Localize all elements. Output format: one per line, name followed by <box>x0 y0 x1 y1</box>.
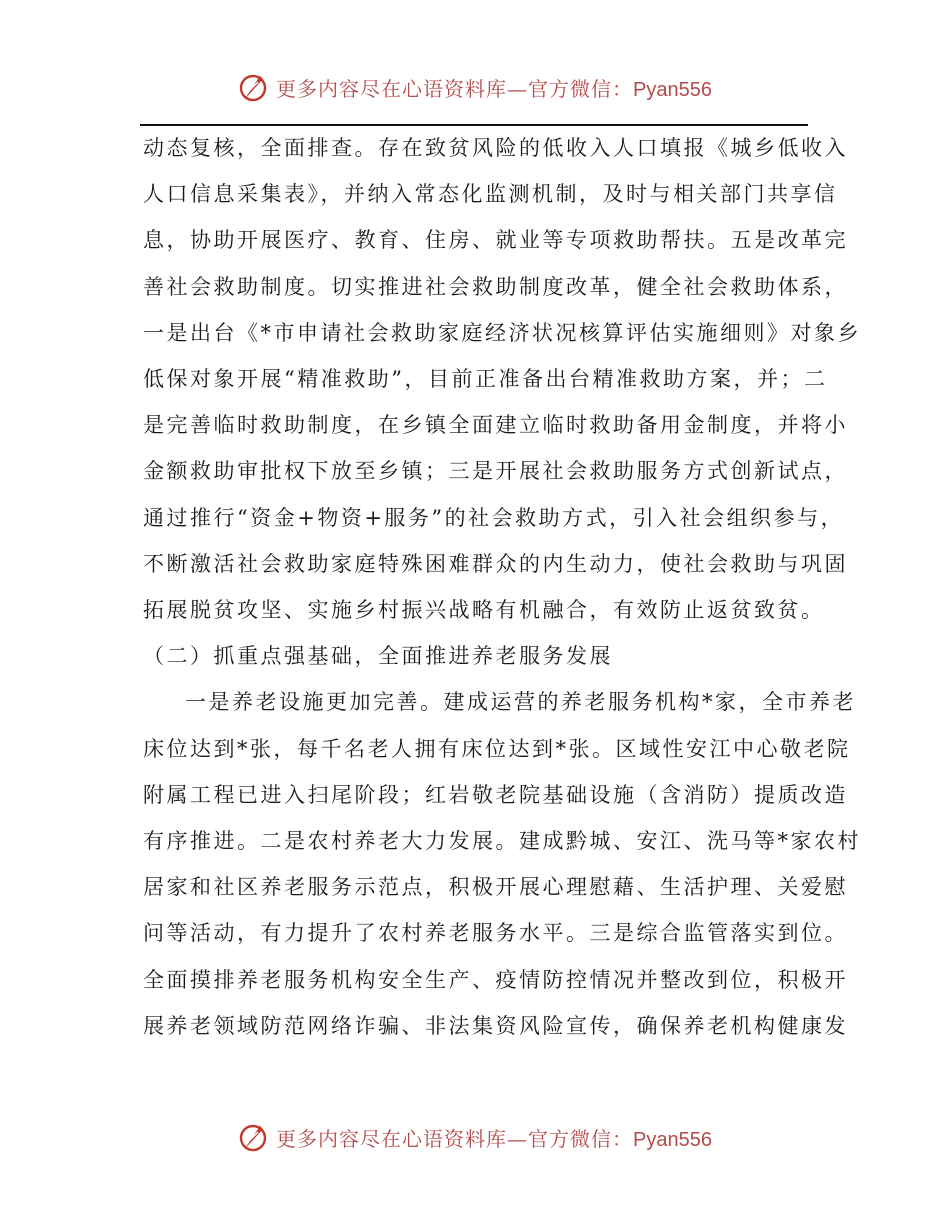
text-line: 动态复核，全面排查。存在致贫风险的低收入人口填报《城乡低收入 <box>143 136 848 160</box>
footer-watermark-en: Pyan556 <box>633 1128 712 1151</box>
header-watermark-text <box>276 73 712 102</box>
text-line: 展养老领域防范网络诈骗、非法集资风险宣传，确保养老机构健康发 <box>143 1013 848 1038</box>
text-line: 一是出台《*市申请社会救助家庭经济状况核算评估实施细则》对象乡 <box>143 320 861 345</box>
document-body <box>143 125 861 1049</box>
section-heading-text: （二）抓重点强基础，全面推进养老服务发展 <box>143 644 613 669</box>
text-line: 问等活动，有力提升了农村养老服务水平。三是综合监管落实到位。 <box>143 921 848 946</box>
text-line: 不断激活社会救助家庭特殊困难群众的内生动力，使社会救助与巩固 <box>143 551 848 576</box>
footer-watermark-text <box>276 1123 712 1152</box>
text-line: 低保对象开展“精准救助”，目前正准备出台精准救助方案，并；二 <box>143 367 828 392</box>
text-line: 通过推行“资金+物资+服务”的社会救助方式，引入社会组织参与， <box>143 505 845 530</box>
text-line: 是完善临时救助制度，在乡镇全面建立临时救助备用金制度，并将小 <box>143 413 848 438</box>
text-line: 善社会救助制度。切实推进社会救助制度改革，健全社会救助体系， <box>143 274 848 299</box>
text-line: 人口信息采集表》，并纳入常态化监测机制，及时与相关部门共享信 <box>143 182 838 207</box>
section-heading <box>143 633 815 679</box>
text-line: 床位达到*张，每千名老人拥有床位达到*张。区域性安江中心敬老院 <box>143 736 851 761</box>
text-line: 一是养老设施更加完善。建成运营的养老服务机构*家，全市养老 <box>185 690 856 715</box>
header-watermark <box>0 70 950 104</box>
text-line: 居家和社区养老服务示范点，积极开展心理慰藉、生活护理、关爱慰 <box>143 875 848 900</box>
quill-logo-icon <box>238 70 268 104</box>
text-line: 有序推进。二是农村养老大力发展。建成黔城、安江、洗马等*家农村 <box>143 829 861 854</box>
header-watermark-cn: 更多内容尽在心语资料库—官方微信： <box>276 76 634 101</box>
text-line: 附属工程已进入扫尾阶段；红岩敬老院基础设施（含消防）提质改造 <box>143 782 848 807</box>
text-line: 全面摸排养老服务机构安全生产、疫情防控情况并整改到位，积极开 <box>143 967 848 992</box>
quill-logo-icon <box>238 1120 268 1154</box>
paragraph-elderly-care <box>143 679 861 1049</box>
text-line: 金额救助审批权下放至乡镇；三是开展社会救助服务方式创新试点， <box>143 459 848 484</box>
text-line: 拓展脱贫攻坚、实施乡村振兴战略有机融合，有效防止返贫致贫。 <box>143 598 825 623</box>
paragraph-social-assistance <box>143 125 861 633</box>
footer-watermark-cn: 更多内容尽在心语资料库—官方微信： <box>276 1126 634 1151</box>
footer-watermark <box>0 1120 950 1154</box>
text-line: 息，协助开展医疗、教育、住房、就业等专项救助帮扶。五是改革完 <box>143 228 848 253</box>
header-watermark-en: Pyan556 <box>633 78 712 101</box>
